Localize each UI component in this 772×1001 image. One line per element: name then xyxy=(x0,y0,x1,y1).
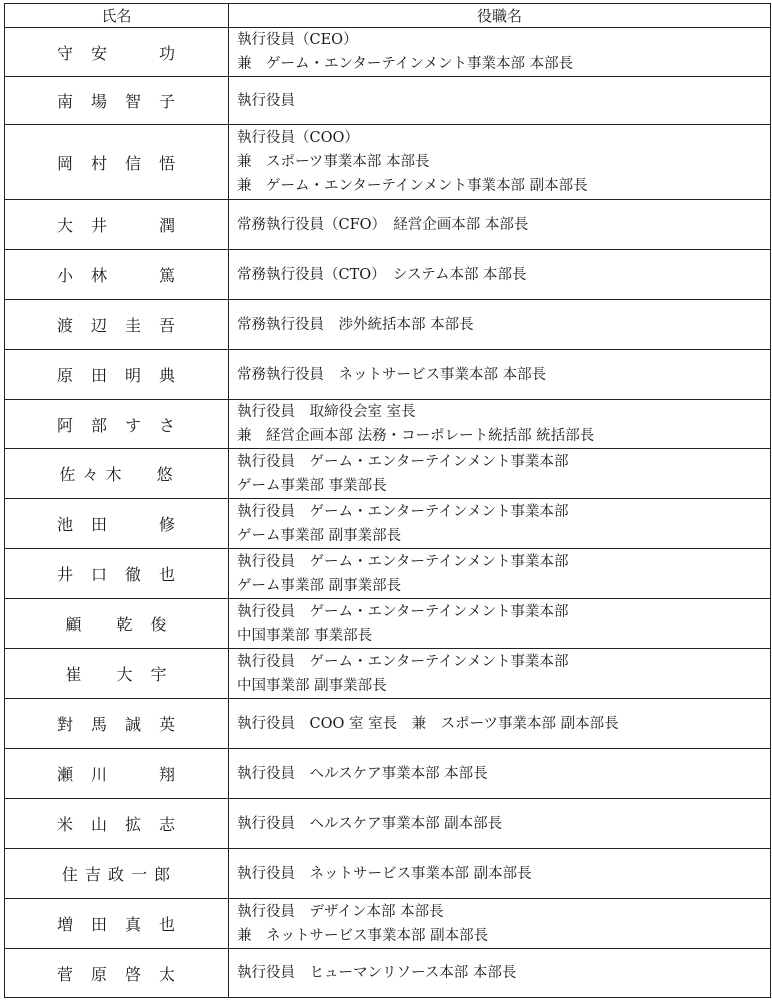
table-row xyxy=(5,949,771,998)
officer-title xyxy=(229,125,771,200)
title-line: 兼 ゲーム・エンターテインメント事業本部 本部長 xyxy=(237,56,574,72)
title-line: 兼 ゲーム・エンターテインメント事業本部 副本部長 xyxy=(237,178,588,194)
title-line: 執行役員 ゲーム・エンターテインメント事業本部 xyxy=(237,553,569,570)
table-row xyxy=(5,749,771,799)
officer-name: 瀬 川 翔 xyxy=(5,749,229,799)
title-line: 兼 ネットサービス事業本部 副本部長 xyxy=(237,927,489,944)
officer-title xyxy=(229,77,771,125)
title-line: 執行役員 ヘルスケア事業本部 副本部長 xyxy=(237,815,503,832)
table-body xyxy=(5,28,771,998)
officer-title xyxy=(229,300,771,350)
officer-name: 佐 々 木 悠 xyxy=(5,449,229,499)
officer-name: 岡 村 信 悟 xyxy=(5,125,229,200)
title-line: 執行役員（CEO） xyxy=(237,32,358,48)
table-row xyxy=(5,649,771,699)
title-line: 中国事業部 事業部長 xyxy=(237,627,373,644)
officer-title xyxy=(229,849,771,899)
officer-name: 守 安 功 xyxy=(5,28,229,77)
officer-title xyxy=(229,449,771,499)
table-row xyxy=(5,77,771,125)
officer-name: 對 馬 誠 英 xyxy=(5,699,229,749)
table-row xyxy=(5,899,771,949)
officer-title xyxy=(229,499,771,549)
officer-title xyxy=(229,699,771,749)
officer-table xyxy=(4,3,771,998)
title-line: 兼 スポーツ事業本部 本部長 xyxy=(237,154,430,170)
table-row xyxy=(5,200,771,250)
table-header-row xyxy=(5,4,771,28)
title-line: 常務執行役員（CTO） システム本部 本部長 xyxy=(237,266,527,283)
title-line: ゲーム事業部 副事業部長 xyxy=(237,577,402,594)
title-line: 執行役員 ヘルスケア事業本部 本部長 xyxy=(237,765,488,782)
title-line: 執行役員 ネットサービス事業本部 副本部長 xyxy=(237,865,532,882)
title-line: 兼 経営企画本部 法務・コーポレート統括部 統括部長 xyxy=(237,428,595,444)
table-row xyxy=(5,250,771,300)
officer-title xyxy=(229,549,771,599)
officer-name: 顧 乾 俊 xyxy=(5,599,229,649)
title-line: ゲーム事業部 副事業部長 xyxy=(237,527,402,544)
officer-title xyxy=(229,799,771,849)
officer-list-document xyxy=(4,3,771,998)
officer-title xyxy=(229,350,771,400)
table-row xyxy=(5,549,771,599)
officer-title xyxy=(229,749,771,799)
officer-title xyxy=(229,599,771,649)
title-line: 執行役員 デザイン本部 本部長 xyxy=(237,903,444,920)
table-row xyxy=(5,699,771,749)
officer-name: 増 田 真 也 xyxy=(5,899,229,949)
title-line: 執行役員 ゲーム・エンターテインメント事業本部 xyxy=(237,603,569,620)
officer-title xyxy=(229,899,771,949)
title-line: 執行役員 ヒューマンリソース本部 本部長 xyxy=(237,965,517,981)
title-line: 執行役員 取締役会室 室長 xyxy=(237,404,416,420)
officer-name: 米 山 拡 志 xyxy=(5,799,229,849)
officer-title xyxy=(229,400,771,449)
title-line: 常務執行役員（CFO） 経営企画本部 本部長 xyxy=(237,216,529,233)
table-row xyxy=(5,400,771,449)
table-row xyxy=(5,350,771,400)
officer-name: 南 場 智 子 xyxy=(5,77,229,125)
table-row xyxy=(5,599,771,649)
title-line: 常務執行役員 渉外統括本部 本部長 xyxy=(237,316,474,333)
officer-name: 崔 大 宇 xyxy=(5,649,229,699)
title-line: 中国事業部 副事業部長 xyxy=(237,677,387,694)
officer-name: 住 吉 政 一 郎 xyxy=(5,849,229,899)
title-line: 執行役員 COO 室 室長 兼 スポーツ事業本部 副本部長 xyxy=(237,715,619,732)
title-line: 執行役員 ゲーム・エンターテインメント事業本部 xyxy=(237,503,569,520)
officer-title xyxy=(229,250,771,300)
table-row xyxy=(5,799,771,849)
table-row xyxy=(5,499,771,549)
header-title: 役職名 xyxy=(229,4,771,28)
table-row xyxy=(5,125,771,200)
officer-title xyxy=(229,649,771,699)
officer-title xyxy=(229,200,771,250)
title-line: 常務執行役員 ネットサービス事業本部 本部長 xyxy=(237,366,547,383)
table-row xyxy=(5,28,771,77)
header-name: 氏名 xyxy=(5,4,229,28)
title-line: 執行役員 ゲーム・エンターテインメント事業本部 xyxy=(237,453,569,470)
officer-title xyxy=(229,28,771,77)
title-line: 執行役員 ゲーム・エンターテインメント事業本部 xyxy=(237,653,569,670)
table-row xyxy=(5,300,771,350)
title-line: 執行役員（COO） xyxy=(237,130,359,146)
table-row xyxy=(5,849,771,899)
officer-name: 渡 辺 圭 吾 xyxy=(5,300,229,350)
table-row xyxy=(5,449,771,499)
officer-name: 井 口 徹 也 xyxy=(5,549,229,599)
officer-name: 大 井 潤 xyxy=(5,200,229,250)
title-line: 執行役員 xyxy=(237,92,295,109)
officer-name: 菅 原 啓 太 xyxy=(5,949,229,998)
title-line: ゲーム事業部 事業部長 xyxy=(237,477,387,494)
officer-name: 小 林 篤 xyxy=(5,250,229,300)
officer-title xyxy=(229,949,771,998)
officer-name: 池 田 修 xyxy=(5,499,229,549)
officer-name: 原 田 明 典 xyxy=(5,350,229,400)
officer-name: 阿 部 す さ xyxy=(5,400,229,449)
